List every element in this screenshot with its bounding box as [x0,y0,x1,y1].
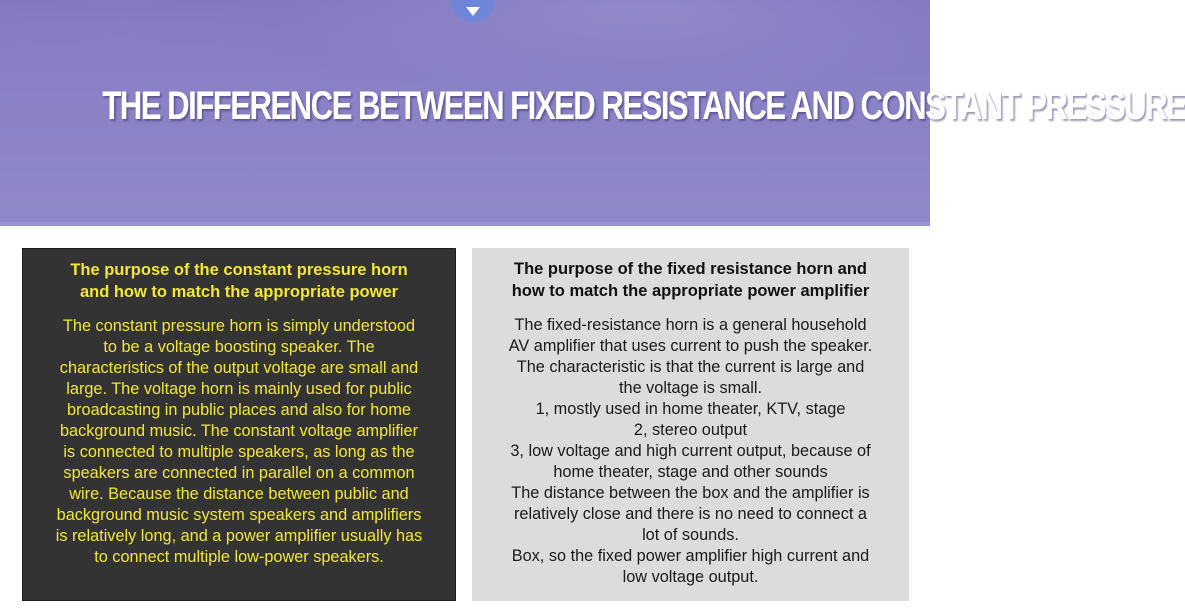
body-line: AV amplifier that uses current to push the speaker. [508,337,873,355]
heading-line: The purpose of the constant pressure horn [70,261,408,279]
body-line: The distance between the box and the amplifier is [511,484,870,502]
body-line: the voltage is small. [619,379,762,397]
body-line: The fixed-resistance horn is a general household [514,316,867,334]
body-line: The constant pressure horn is simply understood [62,317,416,335]
fixed-resistance-description [478,315,903,588]
body-line: to connect multiple low-power speakers. [94,548,384,566]
body-line: Box, so the fixed power amplifier high current and [511,547,870,565]
body-line: 2, stereo output [633,421,748,439]
constant-pressure-panel [22,248,456,601]
heading-line: and how to match the appropriate power [79,283,399,301]
body-line: is connected to multiple speakers, as long as the [63,443,415,461]
header-banner [0,0,1185,226]
body-line: 3, low voltage and high current output, because of [510,442,871,460]
body-line: background music. The constant voltage amplifier [59,422,419,440]
page-title: THE DIFFERENCE BETWEEN FIXED RESISTANCE AND CONSTANT PRESSURE [102,84,1185,128]
chevron-down-glyph [466,7,480,16]
body-line: is relatively long, and a power amplifier usually has [55,527,423,545]
body-line: background music system speakers and amplifiers [56,506,422,524]
body-line: low voltage output. [622,568,759,586]
body-line: home theater, stage and other sounds [553,463,828,481]
body-line: relatively close and there is no need to connect a [514,505,867,523]
body-line: speakers are connected in parallel on a common [63,464,415,482]
body-line: to be a voltage boosting speaker. The [103,338,375,356]
body-line: large. The voltage horn is mainly used for public [66,380,412,398]
body-line: 1, mostly used in home theater, KTV, stage [535,400,846,418]
body-line: lot of sounds. [642,526,739,544]
heading-line: how to match the appropriate power amplifier [511,282,870,300]
body-line: characteristics of the output voltage are small and [59,359,419,377]
fixed-resistance-panel [472,248,909,601]
body-line: The characteristic is that the current is large and [516,358,865,376]
body-line: broadcasting in public places and also for home [67,401,411,419]
constant-pressure-heading [35,259,443,303]
fixed-resistance-heading [484,258,897,302]
heading-line: The purpose of the fixed resistance horn and [514,260,867,278]
chevron-down-icon[interactable] [451,0,495,22]
constant-pressure-description [29,316,449,568]
body-line: wire. Because the distance between public and [69,485,409,503]
